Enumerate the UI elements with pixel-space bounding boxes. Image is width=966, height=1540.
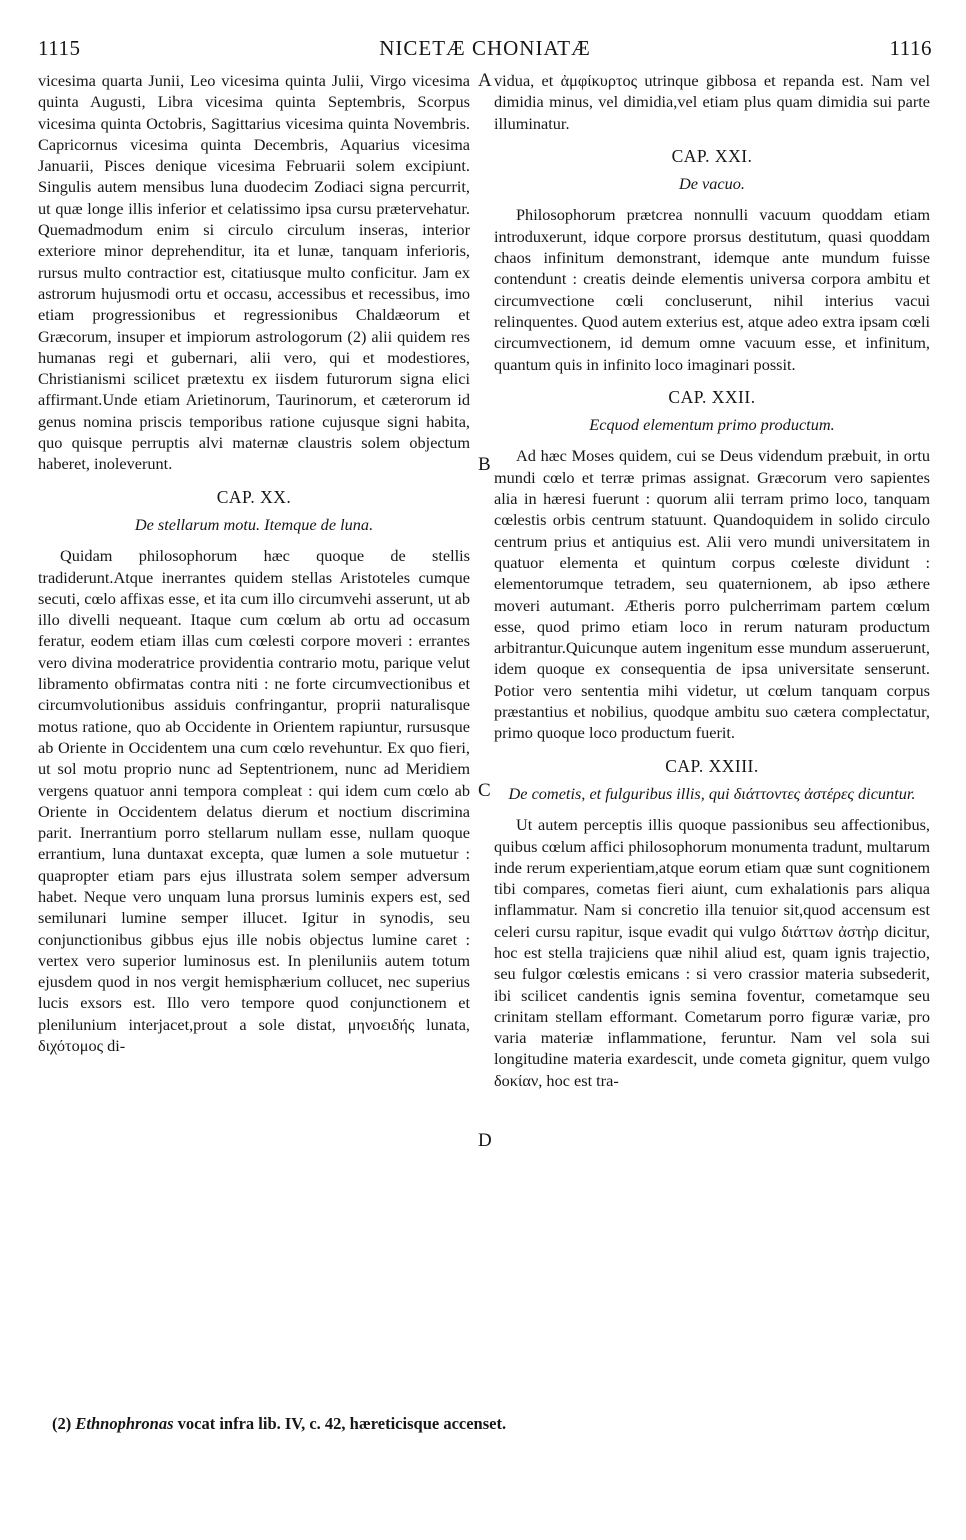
chapter-subtitle: Ecquod elementum primo productum. bbox=[589, 415, 835, 435]
margin-letter: D bbox=[478, 1130, 492, 1151]
margin-letter: B bbox=[478, 454, 491, 475]
chapter-heading: CAP. XX. bbox=[216, 486, 292, 507]
chapter-subtitle: De vacuo. bbox=[679, 174, 745, 194]
footnote-number: (2) bbox=[52, 1414, 72, 1433]
margin-letter: C bbox=[478, 780, 491, 801]
running-title: NICETÆ CHONIATÆ bbox=[379, 36, 591, 60]
chapter-heading: CAP. XXII. bbox=[668, 386, 756, 407]
chapter-subtitle: De cometis, et fulguribus illis, qui διάττοντες ἀστέρες dicuntur. bbox=[508, 783, 916, 803]
page-header bbox=[38, 36, 932, 62]
page-number-left: 1115 bbox=[38, 36, 81, 60]
paragraph: Ut autem perceptis illis quoque passionibus seu affectionibus, quibus cœlum affici philosophorum monumenta tradunt, multarum inde rerum experientiam,atque eorum etiam quæ sunt cognitionem tibi compares, cometas fieri aiunt, cum exhalationis pars aliqua inflammatur. Nam si concretio illa tenuior sit,quod accensum est celeri cursu rapitur, isque evadit qui vulgo διάττων ἀστὴρ dicitur, hoc est stella trajiciens quæ nihil aliud est, quam ignis trajectio, seu fulgor cœlestis emicans : si vero crassior materia subsederit, ibi scilicet candentis ignis semina foventur, cometamque seu crinitam stellam efformant. Cometarum porro figuræ variæ, pro varia materiæ inflammatione, feruntur. Nam vel sola sui longitudine materia exardescit, unde cometa gignitur, quem vulgo δοκίαν, hoc est tra- bbox=[494, 815, 930, 1090]
chapter-heading: CAP. XXIII. bbox=[665, 755, 759, 776]
footnote-text: vocat infra lib. IV, c. 42, hæreticisque accenset. bbox=[177, 1414, 507, 1433]
page-number-right: 1116 bbox=[889, 36, 932, 60]
chapter-subtitle: De stellarum motu. Itemque de luna. bbox=[134, 514, 374, 534]
footnote bbox=[52, 1414, 506, 1434]
paragraph: Ad hæc Moses quidem, cui se Deus videndum præbuit, in ortu mundi cœlo et terræ primas assignat. Græcorum vero sapientes alia in hæresi fuerunt : quorum alii terram primo loco, tanquam cœlestis orbis centrum statuunt. Quandoquidem in solido circulo centrum prius et antiquius est. Alii vero mundi universitatem in quatuor elementa et quintum corpus cœleste dividunt : elementorumque tetradem, seu quaternionem, ab ipso æthere moveri autumant. Ætheris porro pulcherrimam partem cœlum esse, quod primo etiam loco in rerum naturam productum arbitrantur.Quicunque autem ingenitum esse mundum asseruerunt, idem quoque ex consequentia de ipsa universitate senserunt. Potior vero sententia mihi videtur, ut cœlum tanquam corpus præstantius et nobilius, quodque ambitu suo cætera complectatur, primo quoque loco productum fuerit. bbox=[494, 446, 930, 743]
paragraph: Quidam philosophorum hæc quoque de stellis tradiderunt.Atque inerrantes quidem stellas Aristoteles cumque secuti, cœlo affixas esse, et ita cum illo circumvehi asserunt, ut ab illo divelli nequeant. Itaque cum cœlum ab ortu ad occasum feratur, eodem etiam illas cum cœlesti corpore moveri : errantes vero divina moderatrice providentia contrario motu, parique velut libramento obfirmatas contra niti : ne forte circumvectionibus et circumvolutionibus assiduis confringantur, proprii naturalisque motus ratione, quo ab Occidente in Orientem rapiuntur, rursusque ab Oriente in Occidentem una cum cœlo revehuntur. Ex quo fieri, ut sol motu proprio nunc ad Septentrionem, nunc ad Meridiem vergens quatuor anni tempora compleat : qui idem cum cœlo ab Oriente in Occidentem delatus dierum et noctium discrimina parit. Inerrantium porro stellarum nullam esse, nullam quoque errantium, luna duntaxat excepta, quæ lumen a sole mutuetur : quapropter etiam pars ejus illustrata solem semper adversum habet. Neque vero unquam luna prorsus luminis expers est, sed semilunari lumine semper illucet. Igitur in synodis, seu conjunctionibus gibbus ejus ille nobis objectus lumine caret : vertex vero superior luminosus est. In pleniluniis autem totum ejusdem quod in nos vergit hemisphærium collucet, nec superius lucis exsors est. Illo vero tempore quod conjunctionem et plenilunium interjacet,prout a sole distat, μηνοειδής lunata, διχότομος di- bbox=[38, 546, 470, 1056]
paragraph: vicesima quarta Junii, Leo vicesima quinta Julii, Virgo vicesima quinta Augusti, Libra vicesima quinta Septembris, Scorpus vicesima quinta Octobris, Sagittarius vicesima quinta Novembris. Capricornus vicesima quinta Decembris, Aquarius vicesima Januarii, Pisces denique vicesima Februarii solem excipiunt. Singulis autem mensibus luna duodecim Zodiaci signa percurrit, ut quæ longe illis inferior et celatissimo ipsa cursu prætervehatur. Quemadmodum enim si circulo circulum inseras, interior exteriore minor deprehenditur, ita et lunæ, tanquam inferioris, rursus multo contractior est, citatiusque multo conficitur. Jam ex astrorum hujusmodi ortu et occasu, accessibus et recessibus, imo etiam progressionibus et regressionibus Chaldæorum et Græcorum, insuper et impiorum astrologorum (2) alii quidem res humanas regi et gubernari, alii vero, qui et modestiores, Christianismi scilicet prætextu ex iisdem futurorum signa elici affirmant.Unde etiam Arietinorum, Taurinorum, et cæterorum id genus nomina priscis temporibus ratione cujusque signi habita, quo quisque perruptis alvi maternæ claustris solem objectum haberet, inoleverunt. bbox=[38, 71, 470, 474]
left-column bbox=[38, 70, 470, 1056]
paragraph: vidua, et ἀμφίκυρτος utrinque gibbosa et repanda est. Nam vel dimidia minus, vel dimidia,vel etiam plus quam dimidia sui parte illuminatur. bbox=[494, 71, 930, 133]
paragraph: Philosophorum prætcrea nonnulli vacuum quoddam etiam introduxerunt, idque corpore prorsus destitutum, quasi quoddam chaos infinitum demonstrant, idemque ante mundum fuisse contendunt : creatis deinde elementis universa corpora ambitu et circumvectione cœli concluserunt, nihil interius vacui relinquentes. Quod autem exterius est, atque adeo extra ipsam cœli circumvectionem, id demum omne vacuum esse, et infinitum, quantum quis in infinito loco imaginari possit. bbox=[494, 205, 930, 374]
chapter-heading: CAP. XXI. bbox=[671, 145, 753, 166]
right-column bbox=[494, 70, 930, 1091]
margin-letter: A bbox=[478, 70, 492, 91]
footnote-term: Ethnophronas bbox=[75, 1414, 174, 1433]
